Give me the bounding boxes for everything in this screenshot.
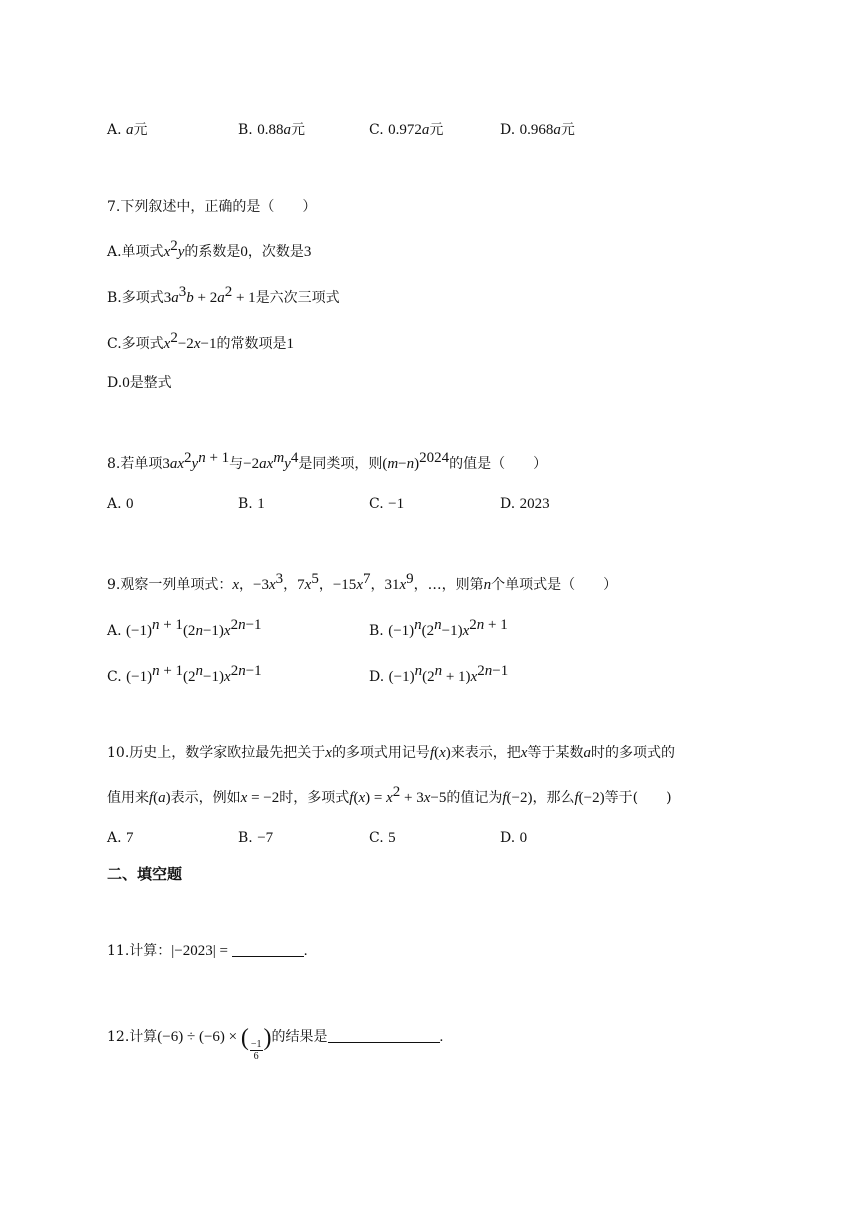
- q7-option-d: D.0是整式: [107, 375, 172, 391]
- q10-line2: 值用来f(a)表示，例如x = −2时，多项式$f(x) = x^2 + 3x-5$的值记为f(−2)，那么f(−2)等于( ): [107, 784, 672, 806]
- q11-text: 11.计算：|−2023| = .: [107, 943, 308, 959]
- q8-option-a: A. 0: [107, 496, 134, 512]
- q8-option-b: B. 1: [238, 496, 265, 512]
- q8-option-c: C. −1: [369, 496, 405, 512]
- q9-option-a: A. $(-1)^{n + 1}(2n-1)x^{2n-1}$: [107, 617, 262, 639]
- q10-option-d: D. 0: [500, 830, 528, 846]
- q7-option-c: C.多项式$x^2-2x-1$的常数项是1: [107, 330, 294, 352]
- q8-stem: 8.若单项$3ax^2y^{n + 1}$与$-2ax^my^4$是同类项，则$(m-n)^{2024}$的值是（ ）: [107, 450, 548, 472]
- q9-stem: 9.观察一列单项式：x，$-3x^3$，$7x^5$，$-15x^7$，$31x^9$，…，则第n个单项式是（ ）: [107, 571, 618, 593]
- q10-line1: 10.历史上，数学家欧拉最先把关于x的多项式用记号f(x)来表示，把x等于某数a时的多项式的: [107, 745, 675, 761]
- q6-option-c: C. 0.972a元: [369, 122, 444, 138]
- q7-option-a: A.单项式$x^2y$的系数是0，次数是3: [107, 238, 312, 260]
- q10-option-c: C. 5: [369, 830, 396, 846]
- q7-option-b: B.多项式$3a^3b + 2a^2 + 1$是六次三项式: [107, 284, 340, 306]
- q7-stem: 7.下列叙述中，正确的是（ ）: [107, 199, 317, 215]
- q6-option-b: B. 0.88a元: [238, 122, 305, 138]
- q10-option-a: A. 7: [107, 830, 134, 846]
- q10-option-b: B. −7: [238, 830, 274, 846]
- q12-text: 12.计算(−6) ÷ (−6) × ( $\frac{-1}{6}$ )的结果是 .: [107, 1025, 444, 1062]
- q8-option-d: D. 2023: [500, 496, 550, 512]
- q9-option-d: D. $(-1)^n(2^n + 1)x^{2n-1}$: [369, 663, 509, 685]
- section-heading: 二、填空题: [107, 865, 183, 883]
- q9-option-b: B. $(-1)^n(2^n-1)x^{2n + 1}$: [369, 617, 508, 639]
- q6-option-d: D. 0.968a元: [500, 122, 575, 138]
- q9-option-c: C. $(-1)^{n + 1}(2^n-1)x^{2n-1}$: [107, 663, 262, 685]
- q6-option-a: A. a元: [107, 122, 148, 138]
